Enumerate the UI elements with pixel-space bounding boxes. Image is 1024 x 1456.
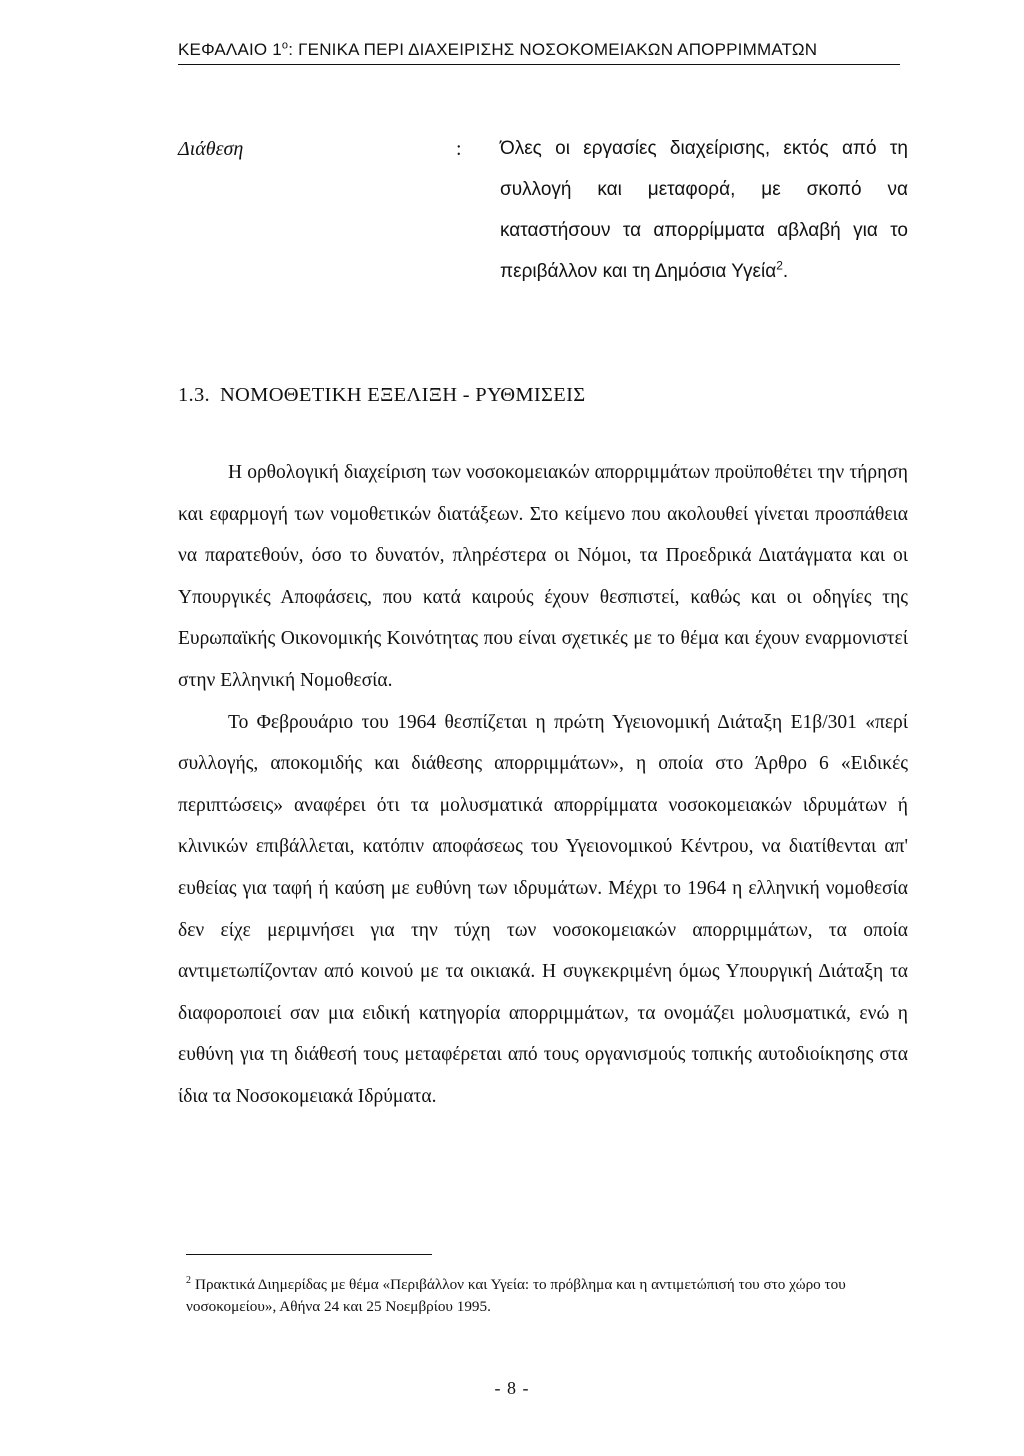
footnote-divider [186,1254,432,1255]
paragraph: Η ορθολογική διαχείριση των νοσοκομειακών απορριμμάτων προϋποθέτει την τήρηση και εφαρμογή των νομοθετικών διατάξεων. Στο κείμενο που ακολουθεί γίνεται προσπάθεια να παρατεθούν, όσο το δυνατόν, πληρέστερα οι Νόμοι, τα Προεδρικά Διατάγματα και οι Υπουργικές Αποφάσεις, που κατά καιρούς έχουν θεσπιστεί, καθώς και οι οδηγίες της Ευρωπαϊκής Οικονομικής Κοινότητας που είναι σχετικές με το θέμα και έχουν εναρμονιστεί στην Ελληνική Νομοθεσία. [178,462,908,691]
paragraph: Το Φεβρουάριο του 1964 θεσπίζεται η πρώτη Υγειονομική Διάταξη Ε1β/301 «περί συλλογής, αποκομιδής και διάθεσης απορριμμάτων», η οποία στο Άρθρο 6 «Ειδικές περιπτώσεις» αναφέρει ότι τα μολυσματικά απορρίμματα νοσοκομειακών ιδρυμάτων ή κλινικών επιβάλλεται, κατόπιν αποφάσεως του Υγειονομικού Κέντρου, να διατίθενται απ' ευθείας για ταφή ή καύση με ευθύνη των ιδρυμάτων. Μέχρι το 1964 η ελληνική νομοθεσία δεν είχε μεριμνήσει για την τύχη των νοσοκομειακών απορριμμάτων, τα οποία αντιμετωπίζονταν από κοινού με τα οικιακά. Η συγκεκριμένη όμως Υπουργική Διάταξη τα διαφοροποιεί σαν μια ειδική κατηγορία απορριμμάτων, τα ονομάζει μολυσματικά, ενώ η ευθύνη για τη διάθεσή τους μεταφέρεται από τους οργανισμούς τοπικής αυτοδιοίκησης στα ίδια τα Νοσοκομειακά Ιδρύματα. [178,711,908,1107]
footnote-text: Πρακτικά Διημερίδας με θέμα «Περιβάλλον και Υγεία: το πρόβλημα και η αντιμετώπισή του στο χώρο του νοσοκομείου», Αθήνα 24 και 25 Νοεμβρίου 1995. [186,1276,846,1315]
header-divider [178,64,900,65]
section-number: 1.3. [178,384,210,406]
definition-body: Όλες οι εργασίες διαχείρισης, εκτός από τη συλλογή και μεταφορά, με σκοπό να καταστήσουν τα απορρίμματα αβλαβή για το περιβάλλον και τη Δημόσια Υγεία [500,138,908,282]
header-chapter: ΚΕΦΑΛΑΙΟ 1 [178,40,282,59]
header-title: : ΓΕΝΙΚΑ ΠΕΡΙ ΔΙΑΧΕΙΡΙΣΗΣ ΝΟΣΟΚΟΜΕΙΑΚΩΝ ΑΠΟΡΡΙΜΜΑΤΩΝ [288,40,818,59]
definition-separator: : [456,138,462,160]
section-heading [178,384,908,407]
section-title: ΝΟΜΟΘΕΤΙΚΗ ΕΞΕΛΙΞΗ - ΡΥΘΜΙΣΕΙΣ [219,384,586,406]
definition-term: Διάθεση [178,138,244,160]
footnote-mark: 2 [186,1274,191,1286]
footnote-reference[interactable]: 2 [776,258,783,273]
definition-text [500,128,908,292]
definition-end: . [782,261,789,282]
running-header [178,40,900,60]
page-number: - 8 - [494,1378,530,1398]
footnote [186,1274,902,1318]
header-chapter-ordinal: ο [281,40,289,52]
body-text [178,452,908,1118]
